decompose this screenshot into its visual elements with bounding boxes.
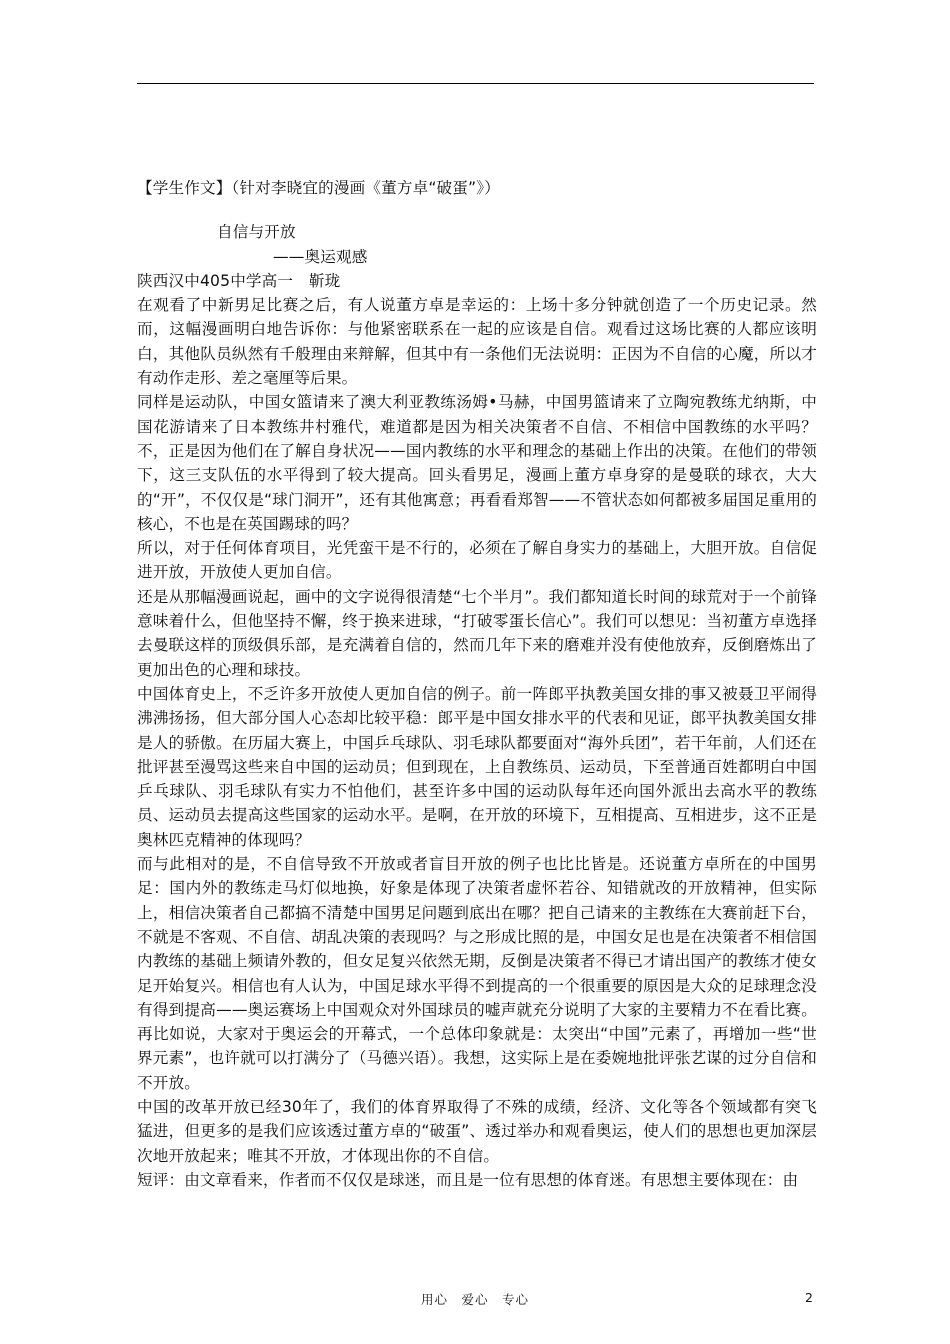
paragraph: 在观看了中新男足比赛之后，有人说董方卓是幸运的：上场十多分钟就创造了一个历史记录。然而，这幅漫画明白地告诉你：与他紧密联系在一起的应该是自信。观看过这场比赛的人都应该明白，其他队员纵然有千般理由来辩解，但其中有一条他们无法说明：正因为不自信的心魔，所以才有动作走形、差之毫厘等后果。: [137, 296, 817, 388]
paragraph: 所以，对于任何体育项目，光凭蛮干是不行的，必须在了解自身实力的基础上，大胆开放。自信促进开放，开放使人更加自信。: [137, 539, 817, 582]
essay-heading: 【学生作文】（针对李晓宜的漫画《董方卓“破蛋”》）: [137, 179, 500, 197]
paragraph: 中国的改革开放已经30年了，我们的体育界取得了不殊的成绩，经济、文化等各个领域都有突飞猛进，但更多的是我们应该透过董方卓的“破蛋”、透过举办和观看奥运，使人们的思想也更加深层次地开放起来；唯其不开放，才体现出你的不自信。: [137, 1097, 817, 1165]
paragraph: 还是从那幅漫画说起，画中的文字说得很清楚“七个半月”。我们都知道长时间的球荒对于一个前锋意味着什么，但他坚持不懈，终于换来进球，“打破零蛋长信心”。我们可以想见：当初董方卓选择去曼联这样的顶级俱乐部，是充满着自信的，然而几年下来的磨难并没有使他放弃，反倒磨炼出了更加出色的心理和球技。: [137, 587, 817, 679]
essay-title: 自信与开放: [217, 223, 296, 242]
document-body: [137, 176, 817, 1192]
header-rule: [137, 83, 814, 84]
essay-author: 陕西汉中405中学高一 靳珑: [137, 271, 341, 290]
short-review: 短评：由文章看来，作者而不仅仅是球迷，而且是一位有思想的体育迷。有思想主要体现在：由: [137, 1170, 799, 1189]
paragraph: 而与此相对的是，不自信导致不开放或者盲目开放的例子也比比皆是。还说董方卓所在的中国男足：国内外的教练走马灯似地换，好象是体现了决策者虚怀若谷、知错就改的开放精神，但实际上，相信决策者自己都搞不清楚中国男足问题到底出在哪？把自己请来的主教练在大赛前赶下台，不就是不客观、不自信、胡乱决策的表现吗？与之形成比照的是，中国女足也是在决策者不相信国内教练的基础上频请外教的，但女足复兴依然无期，反倒是决策者不得已才请出国产的教练才使女足开始复兴。相信也有人认为，中国足球水平得不到提高的一个很重要的原因是大众的足球理念没有得到提高——奥运赛场上中国观众对外国球员的嘘声就充分说明了大家的主要精力不在看比赛。再比如说，大家对于奥运会的开幕式，一个总体印象就是：太突出“中国”元素了，再增加一些“世界元素”，也许就可以打满分了（马德兴语）。我想，这实际上是在委婉地批评张艺谋的过分自信和不开放。: [137, 855, 817, 1092]
essay-subtitle: ——奥运观感: [273, 247, 368, 266]
page-number: 2: [805, 1290, 813, 1305]
footer-motto: 用心 爱心 专心: [420, 1292, 529, 1307]
paragraph: 同样是运动队，中国女篮请来了澳大利亚教练汤姆•马赫，中国男篮请来了立陶宛教练尤纳斯，中国花游请来了日本教练井村雅代，难道都是因为相关决策者不自信、不相信中国教练的水平吗？不，正是因为他们在了解自身状况——国内教练的水平和理念的基础上作出的决策。在他们的带领下，这三支队伍的水平得到了较大提高。回头看男足，漫画上董方卓身穿的是曼联的球衣，大大的“开”，不仅仅是“球门洞开”，还有其他寓意；再看看郑智——不管状态如何都被多届国足重用的核心，不也是在英国踢球的吗？: [137, 393, 817, 533]
paragraph: 中国体育史上，不乏许多开放使人更加自信的例子。前一阵郎平执教美国女排的事又被聂卫平闹得沸沸扬扬，但大部分国人心态却比较平稳：郎平是中国女排水平的代表和见证，郎平执教美国女排是人的骄傲。在历届大赛上，中国乒乓球队、羽毛球队都要面对“海外兵团”，若干年前，人们还在批评甚至漫骂这些来自中国的运动员；但到现在，上自教练员、运动员，下至普通百姓都明白中国乒乓球队、羽毛球队有实力不怕他们，甚至许多中国的运动队每年还向国外派出去高水平的教练员、运动员去提高这些国家的运动水平。是啊，在开放的环境下，互相提高、互相进步，这不正是奥林匹克精神的体现吗？: [137, 684, 817, 849]
